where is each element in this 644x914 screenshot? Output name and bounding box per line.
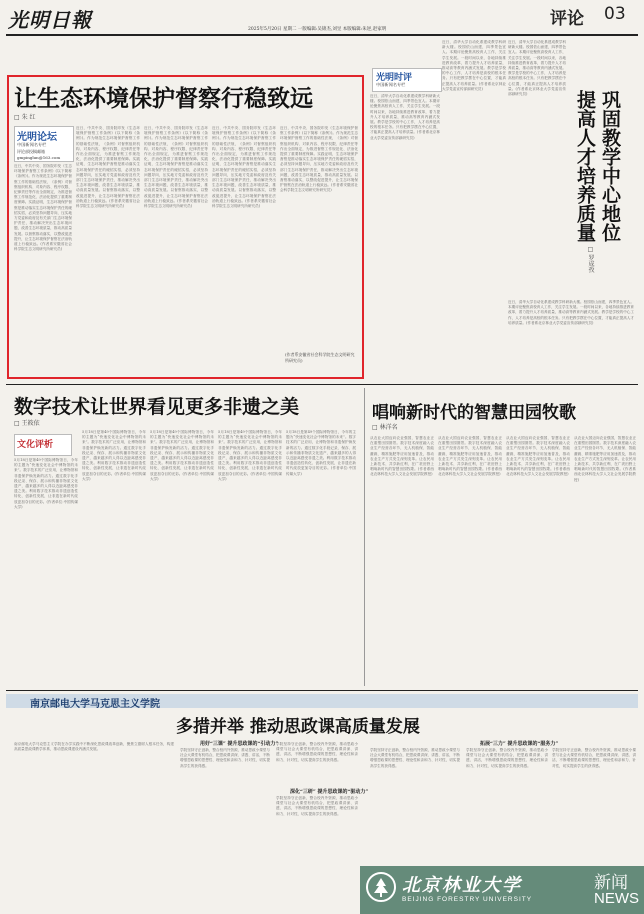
feature-column-2: 学院坚持守正创新，整合校内外资源，推动思政小课堂与社会大课堂有机结合，把思政课讲深、讲透、讲活，不断增强思政课的思想性、理论性和亲和力、针对性，切实提高学生的获得感。: [276, 742, 358, 762]
university-emblem-icon: [366, 872, 396, 902]
article-column-2: 近日，中共中央、国务院印发《生态环境保护督察工作条例》(以下简称《条例》)。作为规范生态环境保护督察工作的基础性法规，《条例》对督察组织机构、对象内容、程序权限、纪律责任等作出全面规定，为推进督察工作规范化、法治化提供了重要制度保障。实践证明，生态环境保护督察是推动落实生态环境保护责任的硬招实招，必须坚持问题导向，压实地方党委和政府及有关部门生态环境保护责任，推动解决突出生态环境问题，改善生态环境质量，推动高质量发展。以督察推动落实，以整改促进提升，让生态环境保护督察在法治轨道上行稳致远。(作者系安徽省社会科学院生态文明研究所研究员): [76, 126, 140, 209]
column-logo-2-title: 光明时评: [376, 73, 413, 83]
article2-column-3: 近日，清华大学自动化系建成教学科研新大楼。校园依山而建，四季景色宜人。本期评论聚焦高校育人工作，关注学生发展。一段时间以来，各地持续推进教育改革，着力提升人才培养质量，推动高等教育内涵式发展。教学是学校的中心工作，人才培养是高校的根本任务。只有把教学摆在中心位置，才能真正提高人才培养质量。(作者系北京林业大学党委宣传部副研究员): [508, 40, 566, 97]
article2-column-1: 近日，清华大学自动化系建成教学科研新大楼。校园依山而建，四季景色宜人。本期评论聚焦高校育人工作，关注学生发展。一段时间以来，各地持续推进教育改革，着力提升人才培养质量，推动高等教育内涵式发展。教学是学校的中心工作，人才培养是高校的根本任务。只有把教学摆在中心位置，才能真正提高人才培养质量。(作者系北京林业大学党委宣传部副研究员): [370, 94, 440, 140]
article3-logo-title: 文化评析: [17, 440, 54, 450]
feature-column-5: 学院坚持守正创新，整合校内外资源，推动思政小课堂与社会大课堂有机结合，把思政课讲深、讲透、讲活，不断增强思政课的思想性、理论性和亲和力、针对性，切实提高学生的获得感。: [466, 748, 548, 768]
article4-column-4: 从农业大国迈向农业强国，智慧农业正在重塑田园图景。数字技术深度融入农业生产经营各环节，无人机植保、智能灌溉、精准施肥等应用加速普及，推动农业生产方式发生深刻变革。让农民用上新技术、共享新红利，在广袤田野上唱响新时代的智慧田园牧歌。(作者系西北农林科技大学人文社会发展学院教授): [574, 436, 636, 482]
feature-column-1: 学院坚持守正创新，整合校内外资源，推动思政小课堂与社会大课堂有机结合，把思政课讲深、讲透、讲活，不断增强思政课的思想性、理论性和亲和力、针对性，切实提高学生的获得感。: [180, 748, 270, 768]
article4-column-1: 从农业大国迈向农业强国，智慧农业正在重塑田园图景。数字技术深度融入农业生产经营各环节，无人机植保、智能灌溉、精准施肥等应用加速普及，推动农业生产方式发生深刻变革。让农民用上新技术、共享新红利，在广袤田野上唱响新时代的智慧田园牧歌。(作者系西北农林科技大学人文社会发展学院教授): [370, 436, 434, 477]
article3-column-2: 5月18日是第49个国际博物馆日，今年的主题为“快速变化社会中博物馆的未来”。数字技术的广泛应用，让博物馆和非遗保护焕发新的活力。通过数字化手段记录、保存、展示和传播非物质文化遗产，越来越多的人得以近距离感受非遗之美。利用数字技术推动非遗创造性转化、创新性发展，让非遗在新时代绽放更加夺目的光彩。(作者单位:中国传媒大学): [82, 430, 146, 481]
article-author: □ 朱 红: [14, 114, 36, 121]
article-column-3: 近日，中共中央、国务院印发《生态环境保护督察工作条例》(以下简称《条例》)。作为规范生态环境保护督察工作的基础性法规，《条例》对督察组织机构、对象内容、程序权限、纪律责任等作出全面规定，为推进督察工作规范化、法治化提供了重要制度保障。实践证明，生态环境保护督察是推动落实生态环境保护责任的硬招实招，必须坚持问题导向，压实地方党委和政府及有关部门生态环境保护责任，推动解决突出生态环境问题，改善生态环境质量，推动高质量发展。以督察推动落实，以整改促进提升，让生态环境保护督察在法治轨道上行稳致远。(作者系安徽省社会科学院生态文明研究所研究员): [144, 126, 208, 209]
column-logo-editor: 评论部投稿邮箱: [17, 149, 45, 154]
section-divider-1: [6, 384, 638, 385]
column-logo-title: 光明论坛: [17, 132, 57, 143]
feature-column-3: 学院坚持守正创新，整合校内外资源，推动思政小课堂与社会大课堂有机结合，把思政课讲深、讲透、讲活，不断增强思政课的思想性、理论性和亲和力、针对性，切实提高学生的获得感。: [276, 796, 358, 816]
column-divider: [364, 388, 365, 686]
article-column-4: 近日，中共中央、国务院印发《生态环境保护督察工作条例》(以下简称《条例》)。作为规范生态环境保护督察工作的基础性法规，《条例》对督察组织机构、对象内容、程序权限、纪律责任等作出全面规定，为推进督察工作规范化、法治化提供了重要制度保障。实践证明，生态环境保护督察是推动落实生态环境保护责任的硬招实招，必须坚持问题导向，压实地方党委和政府及有关部门生态环境保护责任，推动解决突出生态环境问题，改善生态环境质量，推动高质量发展。以督察推动落实，以整改促进提升，让生态环境保护督察在法治轨道上行稳致远。(作者系安徽省社会科学院生态文明研究所研究员): [212, 126, 276, 209]
feature-institution: 南京邮电大学马克思主义学院: [30, 699, 160, 710]
column-logo-subtitle: 中国新闻名专栏: [17, 142, 47, 147]
article3-column-5: 5月18日是第49个国际博物馆日，今年的主题为“快速变化社会中博物馆的未来”。数字技术的广泛应用，让博物馆和非遗保护焕发新的活力。通过数字化手段记录、保存、展示和传播非物质文化遗产，越来越多的人得以近距离感受非遗之美。利用数字技术推动非遗创造性转化、创新性发展，让非遗在新时代绽放更加夺目的光彩。(作者单位:中国传媒大学): [286, 430, 356, 476]
article3-column-3: 5月18日是第49个国际博物馆日，今年的主题为“快速变化社会中博物馆的未来”。数字技术的广泛应用，让博物馆和非遗保护焕发新的活力。通过数字化手段记录、保存、展示和传播非物质文化遗产，越来越多的人得以近距离感受非遗之美。利用数字技术推动非遗创造性转化、创新性发展，让非遗在新时代绽放更加夺目的光彩。(作者单位:中国传媒大学): [150, 430, 214, 481]
page-number: 03: [604, 4, 626, 24]
section-title: 评论: [550, 9, 584, 29]
issue-info: 2025年5月20日 星期二 一版编辑:吴锦杰,刘昱 本版编辑:朱逆,赵家明: [248, 27, 387, 32]
university-news-watermark: [360, 866, 644, 914]
vertical-title-2: 提高人才培养质量: [574, 90, 596, 242]
article-column-1: 近日，中共中央、国务院印发《生态环境保护督察工作条例》(以下简称《条例》)。作为规范生态环境保护督察工作的基础性法规，《条例》对督察组织机构、对象内容、程序权限、纪律责任等作出全面规定，为推进督察工作规范化、法治化提供了重要制度保障。实践证明，生态环境保护督察是推动落实生态环境保护责任的硬招实招，必须坚持问题导向，压实地方党委和政府及有关部门生态环境保护责任，推动解决突出生态环境问题，改善生态环境质量，推动高质量发展。以督察推动落实，以整改促进提升，让生态环境保护督察在法治轨道上行稳致远。(作者系安徽省社会科学院生态文明研究所研究员): [14, 164, 72, 252]
vertical-title-1: 巩固教学中心地位: [599, 90, 621, 242]
article2-column-4: 近日，清华大学自动化系建成教学科研新大楼。校园依山而建，四季景色宜人。本期评论聚焦高校育人工作，关注学生发展。一段时间以来，各地持续推进教育改革，着力提升人才培养质量，推动高等教育内涵式发展。教学是学校的中心工作，人才培养是高校的根本任务。只有把教学摆在中心位置，才能真正提高人才培养质量。(作者系北京林业大学党委宣传部副研究员): [508, 300, 634, 325]
news-label-cn: 新闻: [594, 873, 628, 893]
feature-title: 多措并举 推动思政课高质量发展: [176, 717, 420, 737]
article3-logo: [14, 434, 72, 456]
feature-column-6: 学院坚持守正创新，整合校内外资源，推动思政小课堂与社会大课堂有机结合，把思政课讲深、讲透、讲活，不断增强思政课的思想性、理论性和亲和力、针对性，切实提高学生的获得感。: [552, 748, 636, 768]
column-logo-2: [372, 68, 442, 92]
feature-column-4: 学院坚持守正创新，整合校内外资源，推动思政小课堂与社会大课堂有机结合，把思政课讲深、讲透、讲活，不断增强思政课的思想性、理论性和亲和力、针对性，切实提高学生的获得感。: [370, 748, 460, 768]
article-title: 让生态环境保护督察行稳致远: [14, 85, 313, 112]
article-footer-note: (作者系安徽省社会科学院生态文明研究所研究员): [285, 352, 355, 363]
news-label-en: NEWS: [594, 890, 639, 907]
article-column-5: 近日，中共中央、国务院印发《生态环境保护督察工作条例》(以下简称《条例》)。作为规范生态环境保护督察工作的基础性法规，《条例》对督察组织机构、对象内容、程序权限、纪律责任等作出全面规定，为推进督察工作规范化、法治化提供了重要制度保障。实践证明，生态环境保护督察是推动落实生态环境保护责任的硬招实招，必须坚持问题导向，压实地方党委和政府及有关部门生态环境保护责任，推动解决突出生态环境问题，改善生态环境质量，推动高质量发展。以督察推动落实，以整改促进提升，让生态环境保护督察在法治轨道上行稳致远。(作者系安徽省社会科学院生态文明研究所研究员): [280, 126, 358, 193]
feature-subhead-3: 拓展“三力” 提升思政课的“服务力”: [480, 741, 559, 747]
article4-column-3: 从农业大国迈向农业强国，智慧农业正在重塑田园图景。数字技术深度融入农业生产经营各环节，无人机植保、智能灌溉、精准施肥等应用加速普及，推动农业生产方式发生深刻变革。让农民用上新技术、共享新红利，在广袤田野上唱响新时代的智慧田园牧歌。(作者系西北农林科技大学人文社会发展学院教授): [506, 436, 570, 477]
article4-author: □ 林洋名: [372, 424, 398, 431]
article3-title: 数字技术让世界看见更多非遗之美: [14, 396, 300, 418]
article3-author: □ 王筱依: [14, 420, 40, 427]
feature-subhead-2: 深化“三研” 提升思政课的“驱动力”: [290, 789, 369, 795]
feature-intro: 南京邮电大学马克思主义学院在办学实践中不断深化思政课改革创新，聚焦立德树人根本任务，构建高质量思政课教学体系，推动思政课建设内涵式发展。: [14, 742, 174, 752]
column-logo: [14, 126, 74, 162]
column-logo-2-subtitle: 中国新闻名专栏: [376, 82, 406, 87]
feature-subhead-1: 用好“三课” 提升思政课的“引动力”: [200, 741, 279, 747]
article4-column-2: 从农业大国迈向农业强国，智慧农业正在重塑田园图景。数字技术深度融入农业生产经营各环节，无人机植保、智能灌溉、精准施肥等应用加速普及，推动农业生产方式发生深刻变革。让农民用上新技术、共享新红利，在广袤田野上唱响新时代的智慧田园牧歌。(作者系西北农林科技大学人文社会发展学院教授): [438, 436, 502, 477]
vertical-author: □ 罗成孜: [587, 246, 594, 273]
header-rule: [6, 34, 638, 36]
column-logo-email: gmpinglun@163.com: [17, 155, 61, 160]
newspaper-masthead: 光明日報: [8, 8, 92, 32]
article3-column-1: 5月18日是第49个国际博物馆日，今年的主题为“快速变化社会中博物馆的未来”。数字技术的广泛应用，让博物馆和非遗保护焕发新的活力。通过数字化手段记录、保存、展示和传播非物质文化遗产，越来越多的人得以近距离感受非遗之美。利用数字技术推动非遗创造性转化、创新性发展，让非遗在新时代绽放更加夺目的光彩。(作者单位:中国传媒大学): [14, 458, 78, 509]
article3-column-4: 5月18日是第49个国际博物馆日，今年的主题为“快速变化社会中博物馆的未来”。数字技术的广泛应用，让博物馆和非遗保护焕发新的活力。通过数字化手段记录、保存、展示和传播非物质文化遗产，越来越多的人得以近距离感受非遗之美。利用数字技术推动非遗创造性转化、创新性发展，让非遗在新时代绽放更加夺目的光彩。(作者单位:中国传媒大学): [218, 430, 282, 481]
article2-column-2: 近日，清华大学自动化系建成教学科研新大楼。校园依山而建，四季景色宜人。本期评论聚焦高校育人工作，关注学生发展。一段时间以来，各地持续推进教育改革，着力提升人才培养质量，推动高等教育内涵式发展。教学是学校的中心工作，人才培养是高校的根本任务。只有把教学摆在中心位置，才能真正提高人才培养质量。(作者系北京林业大学党委宣传部副研究员): [442, 40, 506, 91]
article4-title: 唱响新时代的智慧田园牧歌: [372, 403, 576, 423]
section-divider-2: [6, 690, 638, 691]
university-name-en: BEIJING FORESTRY UNIVERSITY: [402, 896, 533, 903]
university-name: 北京林业大学: [402, 875, 522, 896]
